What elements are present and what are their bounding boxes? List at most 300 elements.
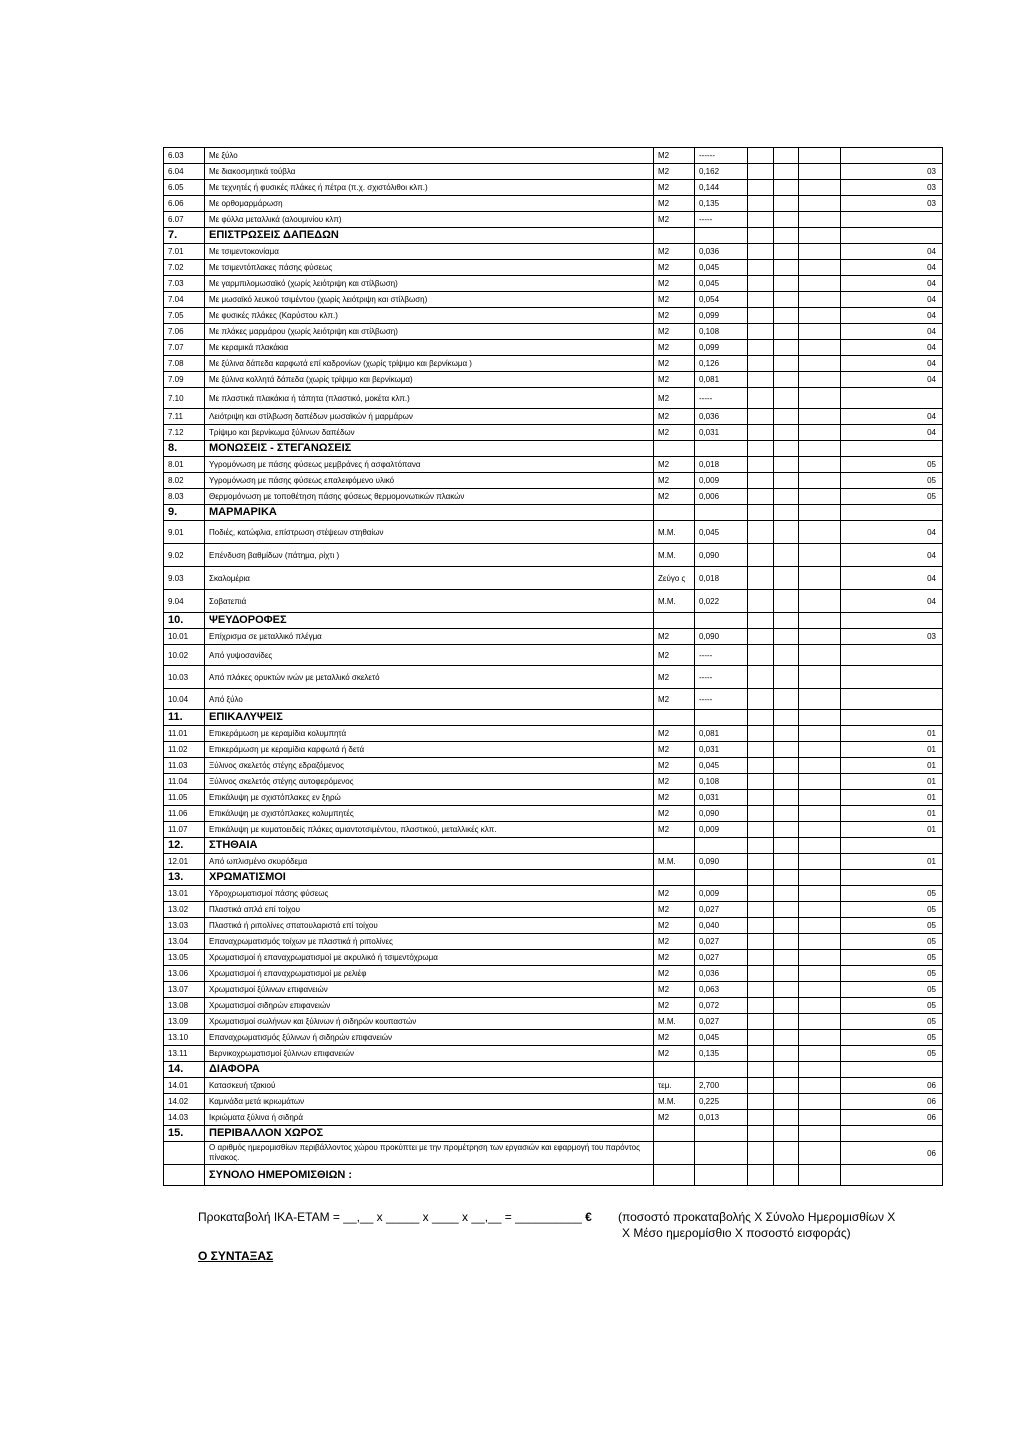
item-quantity: 0,031: [695, 742, 748, 758]
item-code: 13.03: [164, 918, 205, 934]
section-row: [164, 228, 943, 244]
item-unit: Μ2: [654, 276, 695, 292]
item-quantity: -----: [695, 388, 748, 409]
item-description: Σοβατεπιά: [205, 590, 654, 613]
item-quantity: 0,009: [695, 473, 748, 489]
item-quantity: -----: [695, 212, 748, 228]
item-description: Σκαλομέρια: [205, 567, 654, 590]
item-description: Κατασκευή τζακιού: [205, 1078, 654, 1094]
item-code: 7.03: [164, 276, 205, 292]
item-quantity: -----: [695, 645, 748, 666]
item-quantity: 0,036: [695, 409, 748, 425]
item-unit: Μ2: [654, 1046, 695, 1062]
item-quantity: 0,045: [695, 276, 748, 292]
item-unit: Μ2: [654, 966, 695, 982]
item-unit: Μ2: [654, 212, 695, 228]
item-unit: Μ2: [654, 790, 695, 806]
item-quantity: 0,054: [695, 292, 748, 308]
table-row: [164, 567, 943, 590]
section-row: [164, 838, 943, 854]
item-description: Με ξύλινα κολλητά δάπεδα (χωρίς τρίψιμο και βερνίκωμα): [205, 372, 654, 388]
item-description: Υδροχρωματισμοί πάσης φύσεως: [205, 886, 654, 902]
item-quantity: 0,090: [695, 806, 748, 822]
item-category: 04: [841, 260, 943, 276]
formula-explanation-1: (ποσοστό προκαταβολής Χ Σύνολο Ημερομισθίων Χ: [618, 1210, 896, 1224]
item-code: 11.03: [164, 758, 205, 774]
advance-payment-formula: [198, 1209, 918, 1241]
item-code: 10.02: [164, 645, 205, 666]
item-unit: Μ2: [654, 196, 695, 212]
item-unit: Μ2: [654, 1110, 695, 1126]
item-code: 7.07: [164, 340, 205, 356]
item-unit: Μ2: [654, 934, 695, 950]
item-code: 11.04: [164, 774, 205, 790]
table-row: [164, 758, 943, 774]
table-row: [164, 998, 943, 1014]
item-category: 03: [841, 629, 943, 645]
table-row: [164, 1046, 943, 1062]
table-row: [164, 292, 943, 308]
item-unit: Μ2: [654, 148, 695, 164]
item-quantity: -----: [695, 666, 748, 689]
item-code: 13.10: [164, 1030, 205, 1046]
item-category: [841, 689, 943, 710]
item-unit: Μ.Μ.: [654, 1014, 695, 1030]
item-category: [841, 148, 943, 164]
item-unit: Μ2: [654, 806, 695, 822]
item-code: 7.12: [164, 425, 205, 441]
table-row: [164, 806, 943, 822]
section-row: [164, 710, 943, 726]
section-number: 14.: [164, 1062, 205, 1078]
item-unit: τεμ.: [654, 1078, 695, 1094]
table-row: [164, 457, 943, 473]
table-row: [164, 1014, 943, 1030]
item-code: 11.07: [164, 822, 205, 838]
section-title: ΧΡΩΜΑΤΙΣΜΟΙ: [205, 870, 654, 886]
item-unit: Μ.Μ.: [654, 521, 695, 544]
item-code: 7.04: [164, 292, 205, 308]
environment-note-row: [164, 1142, 943, 1165]
item-quantity: 2,700: [695, 1078, 748, 1094]
item-quantity: 0,006: [695, 489, 748, 505]
item-quantity: 0,099: [695, 308, 748, 324]
total-row: [164, 1165, 943, 1186]
item-quantity: 0,009: [695, 886, 748, 902]
item-category: 04: [841, 590, 943, 613]
item-code: 9.02: [164, 544, 205, 567]
item-description: Επικεράμωση με κεραμίδια καρφωτά ή δετά: [205, 742, 654, 758]
item-quantity: 0,162: [695, 164, 748, 180]
item-category: 01: [841, 758, 943, 774]
item-code: 7.09: [164, 372, 205, 388]
item-description: Με φύλλα μεταλλικά (αλουμινίου κλπ): [205, 212, 654, 228]
item-description: Ικριώματα ξύλινα ή σιδηρά: [205, 1110, 654, 1126]
item-category: 05: [841, 950, 943, 966]
item-description: Χρωματισμοί ξύλινων επιφανειών: [205, 982, 654, 998]
item-code: 13.01: [164, 886, 205, 902]
table-row: [164, 774, 943, 790]
item-code: 11.02: [164, 742, 205, 758]
item-category: 05: [841, 886, 943, 902]
item-quantity: 0,031: [695, 425, 748, 441]
item-category: 01: [841, 806, 943, 822]
section-row: [164, 1126, 943, 1142]
item-unit: Μ.Μ.: [654, 590, 695, 613]
item-quantity: 0,108: [695, 324, 748, 340]
item-category: 05: [841, 1014, 943, 1030]
formula-text: Προκαταβολή ΙΚΑ-ΕΤΑΜ = __,__ x _____ x ____ x __,__ = __________: [198, 1210, 582, 1224]
item-quantity: 0,135: [695, 1046, 748, 1062]
item-code: 9.04: [164, 590, 205, 613]
item-quantity: 0,063: [695, 982, 748, 998]
item-category: 05: [841, 982, 943, 998]
item-quantity: 0,045: [695, 1030, 748, 1046]
item-quantity: 0,027: [695, 934, 748, 950]
item-description: Ξύλινος σκελετός στέγης αυτοφερόμενος: [205, 774, 654, 790]
item-unit: Μ2: [654, 726, 695, 742]
table-row: [164, 902, 943, 918]
item-description: Καμινάδα μετά ικριωμάτων: [205, 1094, 654, 1110]
item-quantity: 0,040: [695, 918, 748, 934]
table-row: [164, 790, 943, 806]
table-row: [164, 689, 943, 710]
section-number: 8.: [164, 441, 205, 457]
item-code: 11.06: [164, 806, 205, 822]
item-code: 11.05: [164, 790, 205, 806]
item-code: 6.03: [164, 148, 205, 164]
item-description: Από ξύλο: [205, 689, 654, 710]
item-quantity: 0,031: [695, 790, 748, 806]
item-category: 05: [841, 473, 943, 489]
item-code: 7.05: [164, 308, 205, 324]
item-unit: Μ.Μ.: [654, 1094, 695, 1110]
item-code: 7.08: [164, 356, 205, 372]
item-quantity: 0,126: [695, 356, 748, 372]
table-row: [164, 1078, 943, 1094]
item-quantity: 0,018: [695, 457, 748, 473]
item-description: Με πλάκες μαρμάρου (χωρίς λειότριψη και στίλβωση): [205, 324, 654, 340]
item-description: Υγρομόνωση με πάσης φύσεως επαλειφόμενο υλικό: [205, 473, 654, 489]
item-quantity: 0,072: [695, 998, 748, 1014]
item-category: 04: [841, 521, 943, 544]
item-unit: Μ2: [654, 340, 695, 356]
item-category: 05: [841, 457, 943, 473]
item-description: Υγρομόνωση με πάσης φύσεως μεμβράνες ή ασφαλτόπανα: [205, 457, 654, 473]
section-title: ΨΕΥΔΟΡΟΦΕΣ: [205, 613, 654, 629]
item-code: 13.05: [164, 950, 205, 966]
item-code: 12.01: [164, 854, 205, 870]
item-category: 04: [841, 372, 943, 388]
table-row: [164, 196, 943, 212]
table-row: [164, 726, 943, 742]
item-quantity: 0,090: [695, 544, 748, 567]
item-code: 7.06: [164, 324, 205, 340]
item-description: Με ξύλο: [205, 148, 654, 164]
item-unit: Μ2: [654, 292, 695, 308]
item-code: 7.01: [164, 244, 205, 260]
section-row: [164, 870, 943, 886]
item-description: Χρωματισμοί σιδηρών επιφανειών: [205, 998, 654, 1014]
item-unit: Μ2: [654, 260, 695, 276]
item-category: 05: [841, 998, 943, 1014]
item-description: Επικεράμωση με κεραμίδια κολυμπητά: [205, 726, 654, 742]
item-code: 13.07: [164, 982, 205, 998]
item-category: 04: [841, 324, 943, 340]
item-quantity: 0,108: [695, 774, 748, 790]
item-code: 13.11: [164, 1046, 205, 1062]
section-number: 12.: [164, 838, 205, 854]
item-code: 13.02: [164, 902, 205, 918]
item-category: 06: [841, 1078, 943, 1094]
item-description: Πλαστικά ή ριπολίνες σπατουλαριστά επί τοίχου: [205, 918, 654, 934]
table-row: [164, 886, 943, 902]
section-title: ΕΠΙΣΤΡΩΣΕΙΣ ΔΑΠΕΔΩΝ: [205, 228, 654, 244]
item-category: [841, 645, 943, 666]
item-code: 10.01: [164, 629, 205, 645]
signer-label: Ο ΣΥΝΤΑΞΑΣ: [198, 1249, 274, 1263]
table-row: [164, 148, 943, 164]
item-code: 13.06: [164, 966, 205, 982]
item-code: 10.03: [164, 666, 205, 689]
item-category: 04: [841, 544, 943, 567]
section-number: 7.: [164, 228, 205, 244]
item-category: 05: [841, 934, 943, 950]
item-code: 10.04: [164, 689, 205, 710]
item-category: 04: [841, 356, 943, 372]
item-category: 04: [841, 244, 943, 260]
item-unit: Μ2: [654, 372, 695, 388]
section-row: [164, 613, 943, 629]
formula-explanation-2: Χ Μέσο ημερομίσθιο Χ ποσοστό εισφοράς): [622, 1226, 851, 1240]
item-unit: Μ2: [654, 742, 695, 758]
item-category: 01: [841, 742, 943, 758]
item-quantity: 0,018: [695, 567, 748, 590]
table-row: [164, 1030, 943, 1046]
item-description: Από γυψοσανίδες: [205, 645, 654, 666]
section-row: [164, 441, 943, 457]
item-quantity: 0,022: [695, 590, 748, 613]
item-unit: Μ2: [654, 1030, 695, 1046]
item-category: 03: [841, 180, 943, 196]
item-description: Με τσιμεντόπλακες πάσης φύσεως: [205, 260, 654, 276]
table-row: [164, 934, 943, 950]
table-row: [164, 425, 943, 441]
item-category: 06: [841, 1110, 943, 1126]
table-row: [164, 356, 943, 372]
item-unit: Μ2: [654, 774, 695, 790]
item-unit: Μ2: [654, 886, 695, 902]
table-row: [164, 950, 943, 966]
item-category: 05: [841, 1030, 943, 1046]
table-row: [164, 629, 943, 645]
item-description: Πλαστικά απλά επί τοίχου: [205, 902, 654, 918]
item-description: Βερνικοχρωματισμοί ξύλινων επιφανειών: [205, 1046, 654, 1062]
item-category: 01: [841, 822, 943, 838]
item-code: 14.02: [164, 1094, 205, 1110]
table-row: [164, 966, 943, 982]
item-description: Ποδιές, κατώφλια, επίστρωση στέψεων στηθαίων: [205, 521, 654, 544]
item-unit: Μ2: [654, 244, 695, 260]
labor-days-table: [163, 147, 943, 1186]
table-row: [164, 489, 943, 505]
item-description: Επικάλυψη με κυματοειδείς πλάκες αμιαντοτσιμέντου, πλαστικού, μεταλλικές κλπ.: [205, 822, 654, 838]
item-description: Με μωσαϊκό λευκού τσιμέντου (χωρίς λειότριψη και στίλβωση): [205, 292, 654, 308]
section-row: [164, 505, 943, 521]
table-row: [164, 180, 943, 196]
item-quantity: 0,090: [695, 854, 748, 870]
item-unit: Μ2: [654, 666, 695, 689]
section-number: 13.: [164, 870, 205, 886]
item-category: 03: [841, 196, 943, 212]
item-code: 6.04: [164, 164, 205, 180]
item-unit: Μ2: [654, 473, 695, 489]
item-category: 01: [841, 854, 943, 870]
item-quantity: 0,009: [695, 822, 748, 838]
table-row: [164, 666, 943, 689]
item-unit: Μ2: [654, 388, 695, 409]
item-quantity: 0,045: [695, 260, 748, 276]
table-row: [164, 1110, 943, 1126]
environment-cat: 06: [841, 1142, 943, 1165]
item-description: Επαναχρωματισμός τοίχων με πλαστικά ή ριπολίνες: [205, 934, 654, 950]
item-description: Με ορθομαρμάρωση: [205, 196, 654, 212]
item-description: Από πλάκες ορυκτών ινών με μεταλλικό σκελετό: [205, 666, 654, 689]
section-title: ΜΟΝΩΣΕΙΣ - ΣΤΕΓΑΝΩΣΕΙΣ: [205, 441, 654, 457]
item-category: 04: [841, 340, 943, 356]
item-unit: Μ2: [654, 822, 695, 838]
item-code: 7.02: [164, 260, 205, 276]
item-description: Επίχρισμα σε μεταλλικό πλέγμα: [205, 629, 654, 645]
item-code: 8.01: [164, 457, 205, 473]
section-number: 15.: [164, 1126, 205, 1142]
section-title: ΣΤΗΘΑΙΑ: [205, 838, 654, 854]
item-description: Επένδυση βαθμίδων (πάτημα, ρίχτι ): [205, 544, 654, 567]
item-category: 04: [841, 292, 943, 308]
item-quantity: 0,013: [695, 1110, 748, 1126]
item-category: 04: [841, 308, 943, 324]
table-row: [164, 473, 943, 489]
item-category: 05: [841, 489, 943, 505]
item-quantity: 0,027: [695, 1014, 748, 1030]
total-label: ΣΥΝΟΛΟ ΗΜΕΡΟΜΙΣΘΙΩΝ :: [205, 1165, 654, 1186]
item-code: 14.01: [164, 1078, 205, 1094]
item-quantity: 0,144: [695, 180, 748, 196]
item-category: [841, 388, 943, 409]
section-title: ΔΙΑΦΟΡΑ: [205, 1062, 654, 1078]
table-row: [164, 212, 943, 228]
table-row: [164, 982, 943, 998]
item-quantity: 0,036: [695, 966, 748, 982]
item-code: 9.03: [164, 567, 205, 590]
section-number: 10.: [164, 613, 205, 629]
item-category: 05: [841, 902, 943, 918]
item-category: 04: [841, 276, 943, 292]
item-description: Θερμομόνωση με τοποθέτηση πάσης φύσεως θερμομονωτικών πλακών: [205, 489, 654, 505]
item-unit: Μ.Μ.: [654, 854, 695, 870]
item-description: Από ωπλισμένο σκυρόδεμα: [205, 854, 654, 870]
item-code: 9.01: [164, 521, 205, 544]
item-code: 8.03: [164, 489, 205, 505]
item-description: Με διακοσμητικά τούβλα: [205, 164, 654, 180]
item-unit: Μ2: [654, 645, 695, 666]
item-unit: Μ.Μ.: [654, 544, 695, 567]
section-number: 9.: [164, 505, 205, 521]
item-quantity: 0,135: [695, 196, 748, 212]
item-unit: Μ2: [654, 324, 695, 340]
item-description: Με τσιμεντοκονίαμα: [205, 244, 654, 260]
item-unit: Μ2: [654, 998, 695, 1014]
item-unit: Μ2: [654, 425, 695, 441]
item-unit: Μ2: [654, 689, 695, 710]
item-description: Με γαρμπιλομωσαϊκό (χωρίς λειότριψη και στίλβωση): [205, 276, 654, 292]
item-description: Χρωματισμοί σωλήνων και ξύλινων ή σιδηρών κουπαστών: [205, 1014, 654, 1030]
table-row: [164, 260, 943, 276]
item-quantity: -----: [695, 689, 748, 710]
item-unit: Μ2: [654, 902, 695, 918]
item-unit: Μ2: [654, 164, 695, 180]
item-description: Με φυσικές πλάκες (Καρύστου κλπ.): [205, 308, 654, 324]
item-category: [841, 212, 943, 228]
item-unit: Μ2: [654, 758, 695, 774]
table-row: [164, 409, 943, 425]
item-unit: Μ2: [654, 629, 695, 645]
table-row: [164, 372, 943, 388]
item-category: 05: [841, 1046, 943, 1062]
table-row: [164, 521, 943, 544]
table-row: [164, 645, 943, 666]
item-code: 13.08: [164, 998, 205, 1014]
item-code: 13.04: [164, 934, 205, 950]
item-category: 05: [841, 966, 943, 982]
item-code: 6.05: [164, 180, 205, 196]
table-row: [164, 590, 943, 613]
section-title: ΠΕΡΙΒΑΛΛΟΝ ΧΩΡΟΣ: [205, 1126, 654, 1142]
item-unit: Μ2: [654, 950, 695, 966]
item-description: Επικάλυψη με σχιστόπλακες εν ξηρώ: [205, 790, 654, 806]
item-description: Επικάλυψη με σχιστόπλακες κολυμπητές: [205, 806, 654, 822]
item-description: Χρωματισμοί ή επαναχρωματισμοί με ακρυλικό ή τσιμεντόχρωμα: [205, 950, 654, 966]
section-row: [164, 1062, 943, 1078]
table-row: [164, 918, 943, 934]
item-unit: Μ2: [654, 918, 695, 934]
item-quantity: 0,027: [695, 950, 748, 966]
item-quantity: 0,045: [695, 758, 748, 774]
item-unit: Μ2: [654, 457, 695, 473]
item-description: Λειότριψη και στίλβωση δαπέδων μωσαϊκών ή μαρμάρων: [205, 409, 654, 425]
item-quantity: 0,081: [695, 726, 748, 742]
item-category: 04: [841, 567, 943, 590]
item-unit: Μ2: [654, 308, 695, 324]
item-category: 01: [841, 790, 943, 806]
item-unit: Μ2: [654, 180, 695, 196]
item-description: Με τεχνητές ή φυσικές πλάκες ή πέτρα (π.χ. σχιστόλιθοι κλπ.): [205, 180, 654, 196]
item-quantity: 0,099: [695, 340, 748, 356]
item-unit: Μ2: [654, 356, 695, 372]
table-row: [164, 388, 943, 409]
environment-note: Ο αριθμός ημερομισθίων περιβάλλοντος χώρου προκύπτει με την προμέτρηση των εργασιών και εφαρμογή του παρόντος πίνακος.: [205, 1142, 654, 1165]
euro-symbol: €: [585, 1210, 592, 1224]
item-quantity: 0,225: [695, 1094, 748, 1110]
section-title: ΜΑΡΜΑΡΙΚΑ: [205, 505, 654, 521]
item-unit: Ζεύγο ς: [654, 567, 695, 590]
item-code: 7.11: [164, 409, 205, 425]
item-code: 11.01: [164, 726, 205, 742]
item-category: 04: [841, 425, 943, 441]
item-unit: Μ2: [654, 489, 695, 505]
table-row: [164, 324, 943, 340]
item-category: 06: [841, 1094, 943, 1110]
